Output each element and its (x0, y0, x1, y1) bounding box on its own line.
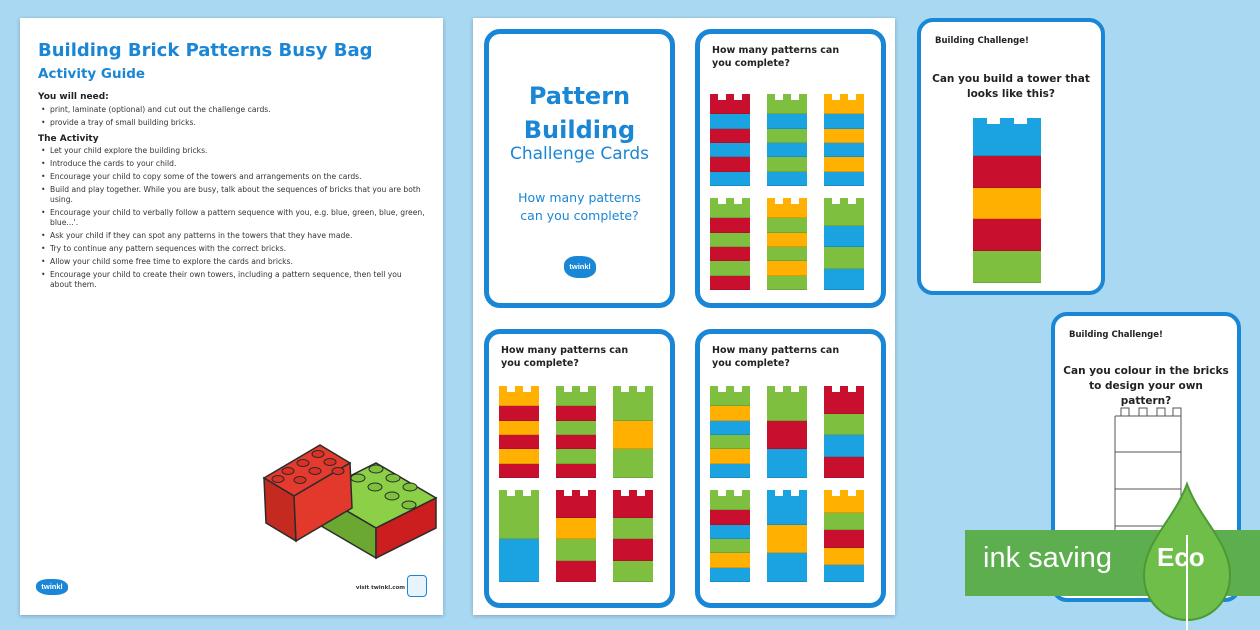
guide-subtitle: Activity Guide (38, 66, 146, 82)
brick-tower (499, 386, 539, 478)
brick-tower (710, 386, 750, 478)
brick (824, 114, 864, 128)
list-item: • Build and play together. While you are busy, talk about the sequences of bricks that you are both using. (38, 185, 425, 205)
brick-tower (710, 94, 750, 186)
brick-tower (824, 198, 864, 290)
brick (767, 129, 807, 143)
brick-tower (767, 386, 807, 478)
need-list (38, 105, 425, 128)
brick-tower (824, 490, 864, 582)
brick (767, 553, 807, 582)
brick (767, 204, 807, 218)
brick (710, 510, 750, 524)
brick (767, 172, 807, 186)
brick (499, 406, 539, 420)
brick (613, 518, 653, 540)
brick (499, 464, 539, 478)
brick (710, 392, 750, 406)
brick (824, 143, 864, 157)
brick (824, 565, 864, 582)
card-question: How many patterns can you complete? (712, 45, 840, 69)
brick (710, 539, 750, 553)
brick (556, 539, 596, 561)
brick (710, 114, 750, 128)
brick (710, 172, 750, 186)
tower-grid (710, 94, 875, 294)
brick (710, 406, 750, 420)
challenge-label: Building Challenge! (1069, 330, 1163, 340)
card-question: How many patterns can you complete? (712, 345, 840, 369)
challenge-card-1 (917, 18, 1105, 295)
eco-badge: Eco (1157, 542, 1205, 572)
challenge-tower (973, 118, 1041, 283)
challenge-question: Can you colour in the bricks to design your own pattern? (1063, 365, 1229, 407)
brick (710, 204, 750, 218)
brick (613, 421, 653, 450)
brick (824, 392, 864, 414)
brick (613, 561, 653, 583)
cover-question: How many patterns can you complete? (518, 190, 641, 223)
cover-card (484, 29, 675, 308)
brick (767, 276, 807, 290)
brick (973, 156, 1041, 188)
brick (710, 143, 750, 157)
brick-tower (710, 198, 750, 290)
cover-title (489, 79, 670, 147)
brick (973, 124, 1041, 156)
brick (767, 114, 807, 128)
brick (613, 392, 653, 421)
brick (556, 496, 596, 518)
brick-tower (824, 94, 864, 186)
challenge-question: Can you build a tower that looks like this? (932, 73, 1090, 100)
pattern-card-3 (695, 329, 886, 608)
brick (556, 561, 596, 583)
list-item: • Let your child explore the building bricks. (38, 146, 425, 156)
brick (710, 233, 750, 247)
brick (824, 172, 864, 186)
brick (767, 233, 807, 247)
brick (973, 219, 1041, 251)
brick (824, 247, 864, 269)
brick-tower (767, 490, 807, 582)
list-item: • Ask your child if they can spot any patterns in the towers that they have made. (38, 231, 425, 241)
brick-tower (556, 490, 596, 582)
brick (824, 435, 864, 457)
brick (824, 513, 864, 530)
brick-tower (973, 118, 1041, 283)
brick (824, 548, 864, 565)
brick (973, 188, 1041, 220)
brick (613, 496, 653, 518)
brick (613, 539, 653, 561)
brick (767, 218, 807, 232)
twinkl-url: visit twinkl.com (355, 585, 405, 591)
guide-title: Building Brick Patterns Busy Bag (38, 40, 373, 61)
brick (767, 392, 807, 421)
brick-tower (710, 490, 750, 582)
brick (556, 518, 596, 540)
activity-heading: The Activity (38, 133, 99, 144)
brick (556, 392, 596, 406)
cover-subtitle: Challenge Cards (509, 144, 650, 164)
brick (710, 568, 750, 582)
brick (499, 449, 539, 463)
brick-tower (767, 198, 807, 290)
brick (710, 553, 750, 567)
brick (767, 449, 807, 478)
brick (710, 261, 750, 275)
brick (767, 100, 807, 114)
brick (767, 143, 807, 157)
twinkl-logo: twinkl (36, 579, 68, 595)
tower-grid (710, 386, 875, 591)
brick (824, 530, 864, 547)
brick (499, 496, 539, 539)
list-item: • Encourage your child to create their own towers, including a pattern sequence, then tell you about them. (38, 270, 425, 290)
list-item: • Encourage your child to copy some of the towers and arrangements on the cards. (38, 172, 425, 182)
brick (499, 421, 539, 435)
cover-title-line: Building (523, 116, 636, 144)
brick (710, 496, 750, 510)
brick (613, 449, 653, 478)
brick (556, 421, 596, 435)
brick (499, 392, 539, 406)
twinkl-logo: twinkl (564, 256, 596, 278)
brick (556, 435, 596, 449)
brick-tower (556, 386, 596, 478)
list-item: • Try to continue any pattern sequences with the correct bricks. (38, 244, 425, 254)
need-heading: You will need: (38, 92, 109, 102)
twinkl-badge-icon (407, 575, 427, 597)
brick (824, 129, 864, 143)
brick (710, 525, 750, 539)
brick-tower (499, 490, 539, 582)
brick (767, 421, 807, 450)
brick (767, 525, 807, 554)
pattern-card-2 (484, 329, 675, 608)
brick (824, 457, 864, 479)
cover-title-line: Pattern (528, 82, 631, 110)
challenge-card-sheet (473, 18, 895, 615)
brick (710, 464, 750, 478)
brick (710, 421, 750, 435)
brick (710, 449, 750, 463)
card-question: How many patterns can you complete? (501, 345, 629, 369)
brick (824, 204, 864, 226)
brick (824, 157, 864, 171)
brick-tower (767, 94, 807, 186)
brick (710, 157, 750, 171)
ink-saving-label: ink saving (983, 542, 1112, 574)
brick (767, 247, 807, 261)
pattern-card-1 (695, 29, 886, 308)
list-item: • print, laminate (optional) and cut out the challenge cards. (38, 105, 425, 115)
brick (767, 157, 807, 171)
tower-grid (499, 386, 664, 591)
brick (824, 100, 864, 114)
brick (499, 539, 539, 582)
brick (824, 414, 864, 436)
brick (556, 449, 596, 463)
brick (556, 406, 596, 420)
activity-guide-page (20, 18, 443, 615)
list-item: • Allow your child some free time to explore the cards and bricks. (38, 257, 425, 267)
brick (710, 276, 750, 290)
lego-bricks-illustration (258, 423, 443, 563)
brick (710, 435, 750, 449)
list-item: • provide a tray of small building bricks. (38, 118, 425, 128)
brick (710, 100, 750, 114)
brick (767, 261, 807, 275)
brick (973, 251, 1041, 283)
list-item: • Introduce the cards to your child. (38, 159, 425, 169)
brick (824, 226, 864, 248)
activity-list (38, 146, 425, 290)
brick (710, 129, 750, 143)
brick (767, 496, 807, 525)
brick-tower (613, 386, 653, 478)
brick (499, 435, 539, 449)
brick (824, 269, 864, 291)
brick (710, 218, 750, 232)
brick (824, 496, 864, 513)
brick-tower (613, 490, 653, 582)
brick-tower (824, 386, 864, 478)
brick (556, 464, 596, 478)
list-item: • Encourage your child to verbally follow a pattern sequence with you, e.g. blue, green, blue, green, blue...'. (38, 208, 425, 228)
brick (710, 247, 750, 261)
challenge-label: Building Challenge! (935, 36, 1029, 46)
